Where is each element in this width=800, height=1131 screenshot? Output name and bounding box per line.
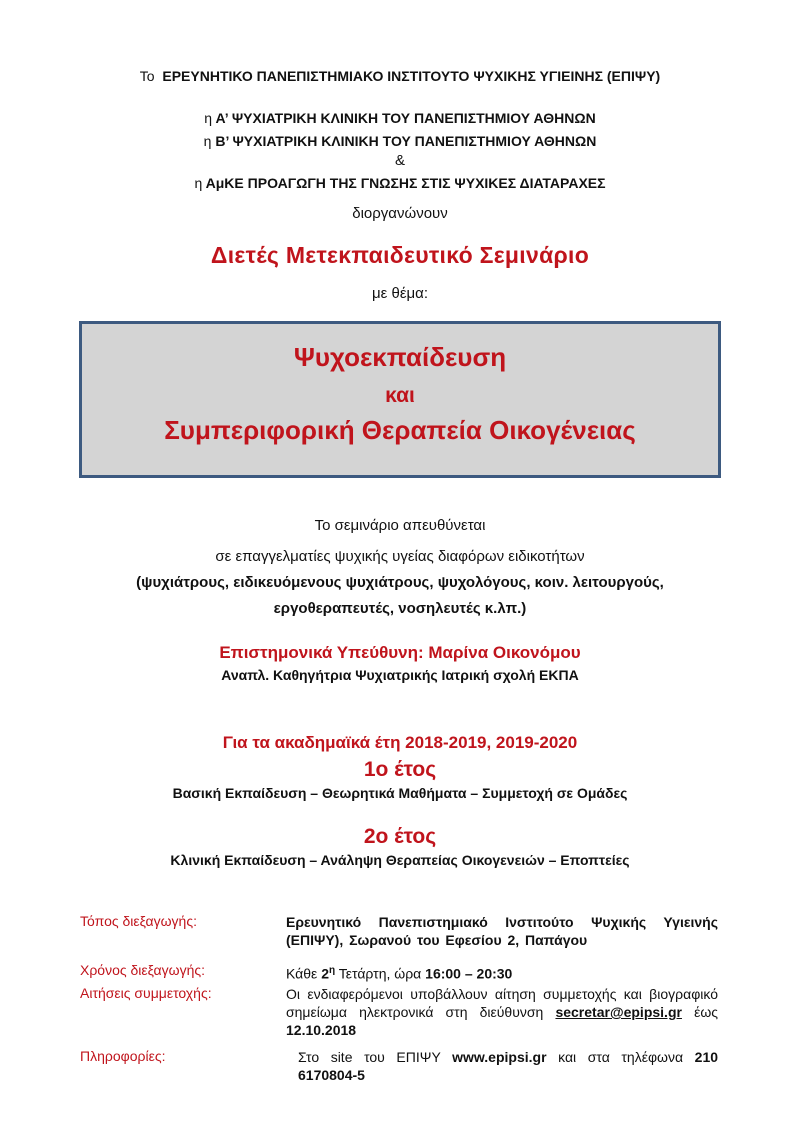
venue-label: Τόπος διεξαγωγής: <box>80 913 197 929</box>
ampersand: & <box>394 152 405 169</box>
org-line-prefix: η <box>204 110 213 126</box>
applications-deadline: 12.10.2018 <box>286 1022 357 1038</box>
contact-label: Πληροφορίες: <box>80 1048 166 1064</box>
organize-verb: διοργανώνουν <box>352 205 448 222</box>
year-2-description: Κλινική Εκπαίδευση – Ανάληψη Θεραπείας Οικογενειών – Εποπτείες <box>170 852 630 868</box>
topic-line-1: Ψυχοεκπαίδευση <box>293 342 507 372</box>
org-name: Β’ ΨΥΧΙΑΤΡΙΚΗ ΚΛΙΝΙΚΗ ΤΟΥ ΠΑΝΕΠΙΣΤΗΜΙΟΥ ΑΘΗΝΩΝ <box>215 133 597 149</box>
org-line-prefix: η <box>203 133 212 149</box>
topic-line-2: και <box>385 384 415 407</box>
applications-value <box>286 985 718 1039</box>
audience-line-4: εργοθεραπευτές, νοσηλευτές κ.λπ.) <box>273 600 527 617</box>
year-1-title: 1ο έτος <box>363 758 437 781</box>
applications-until: έως <box>694 1004 719 1020</box>
responsible-title: Αναπλ. Καθηγήτρια Ψυχιατρικής Ιατρική σχολή ΕΚΠΑ <box>221 667 579 683</box>
subject-label: με θέμα: <box>371 285 428 302</box>
contact-value <box>298 1048 718 1084</box>
topic-box <box>79 321 721 478</box>
time-label: Χρόνος διεξαγωγής: <box>80 962 205 978</box>
org-name: Α’ ΨΥΧΙΑΤΡΙΚΗ ΚΛΙΝΙΚΗ ΤΟΥ ΠΑΝΕΠΙΣΤΗΜΙΟΥ ΑΘΗΝΩΝ <box>215 110 596 126</box>
scientific-responsible: Επιστημονικά Υπεύθυνη: Μαρίνα Οικονόμου <box>219 643 581 662</box>
org-line-amke <box>0 175 800 191</box>
contact-phone: 210 6170804-5 <box>298 1049 719 1083</box>
org-name: ΑμΚΕ ΠΡΟΑΓΩΓΗ ΤΗΣ ΓΝΩΣΗΣ ΣΤΙΣ ΨΥΧΙΚΕΣ ΔΙΑΤΑΡΑΧΕΣ <box>205 175 606 191</box>
seminar-title: Διετές Μετεκπαιδευτικό Σεμινάριο <box>210 242 590 268</box>
org-line-a-clinic <box>0 110 800 126</box>
org-name: ΕΡΕΥΝΗΤΙΚΟ ΠΑΝΕΠΙΣΤΗΜΙΑΚΟ ΙΝΣΤΙΤΟΥΤΟ ΨΥΧΙΚΗΣ ΥΓΙΕΙΝΗΣ (ΕΠΙΨΥ) <box>162 68 661 84</box>
year-2-title: 2ο έτος <box>363 825 437 848</box>
audience-line-2: σε επαγγελματίες ψυχικής υγείας διαφόρων ειδικοτήτων <box>215 548 585 565</box>
time-ordinal-sup: η <box>328 965 336 976</box>
applications-label: Αιτήσεις συμμετοχής: <box>80 985 212 1001</box>
venue-value: Ερευνητικό Πανεπιστημιακό Ινστιτούτο Ψυχικής Υγιεινής (ΕΠΙΨΥ), Σωρανού του Εφεσίου 2, Παπάγου <box>286 914 718 948</box>
academic-years: Για τα ακαδημαϊκά έτη 2018-2019, 2019-2020 <box>222 733 578 752</box>
org-line-prefix: η <box>194 175 203 191</box>
applications-text: Οι ενδιαφερόμενοι υποβάλλουν αίτηση συμμετοχής και βιογραφικό σημείωμα ηλεκτρονικά στη διεύθυνση <box>286 986 718 1020</box>
time-hours: 16:00 – 20:30 <box>425 965 513 982</box>
time-day: Τετάρτη, ώρα <box>338 965 422 982</box>
audience-line-1: Το σεμινάριο απευθύνεται <box>314 517 486 534</box>
org-line-prefix: Το <box>139 68 155 84</box>
time-ordinal: 2 <box>321 965 329 982</box>
audience-line-3: (ψυχιάτρους, ειδικευόμενους ψυχιάτρους, ψυχολόγους, κοιν. λειτουργούς, <box>136 574 664 591</box>
org-line-epipsy <box>0 68 800 84</box>
contact-site[interactable]: www.epipsi.gr <box>452 1049 547 1065</box>
time-value <box>286 962 718 983</box>
contact-mid: και στα τηλέφωνα <box>558 1049 684 1065</box>
year-1-description: Βασική Εκπαίδευση – Θεωρητικά Μαθήματα – Συμμετοχή σε Ομάδες <box>172 785 628 801</box>
time-prefix: Κάθε <box>286 965 318 982</box>
topic-line-3: Συμπεριφορική Θεραπεία Οικογένειας <box>164 415 636 445</box>
contact-text: Στο site του ΕΠΙΨΥ <box>298 1049 441 1065</box>
applications-email[interactable]: secretar@epipsi.gr <box>555 1004 682 1020</box>
org-line-b-clinic <box>0 133 800 149</box>
